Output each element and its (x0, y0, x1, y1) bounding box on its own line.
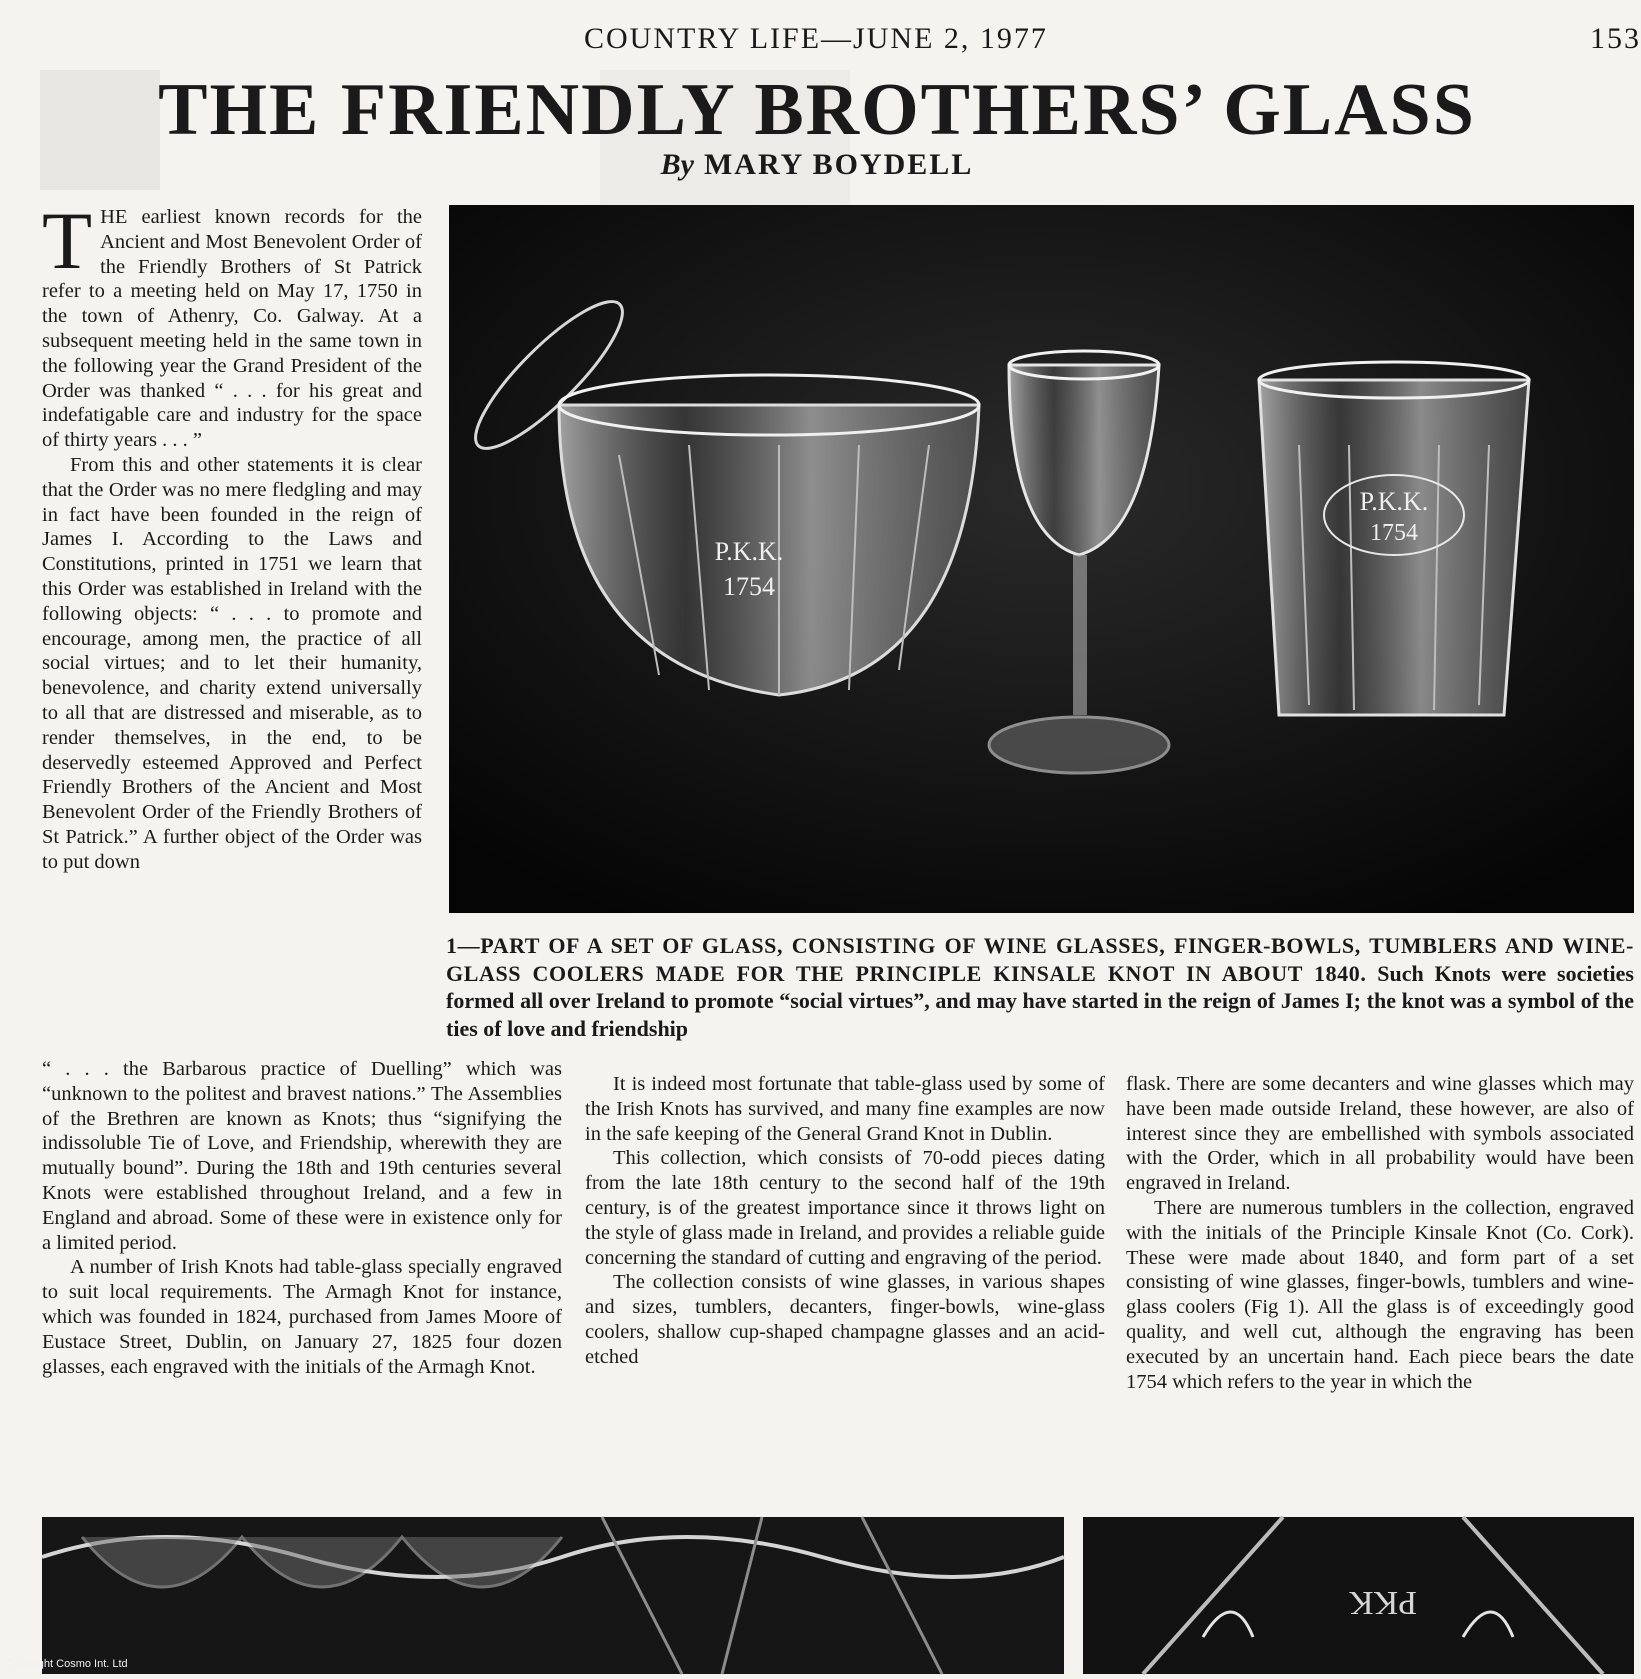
publication-date-line: COUNTRY LIFE—JUNE 2, 1977 (584, 22, 1048, 55)
author-name: MARY BOYDELL (703, 148, 974, 181)
copyright-notice: Copyright Cosmo Int. Ltd (6, 1658, 128, 1670)
column-three (1126, 1072, 1634, 1394)
byline (0, 148, 1634, 182)
column-one (42, 195, 422, 875)
caption-text: Such Knots were societies formed all over Ireland to promote “social virtues”, and may have started in the reign of James I; the knot was a symbol of the ties of love and friendship (446, 960, 1634, 1041)
caption-heading: 1—PART OF A SET OF GLASS, CONSISTING OF WINE GLASSES, FINGER-BOWLS, TUMBLERS AND WINE-GLASS COOLERS MADE FOR THE PRINCIPLE KINSALE KNOT IN ABOUT 1840. (446, 933, 1634, 986)
paragraph: The collection consists of wine glasses, in various shapes and sizes, tumblers, decanters, finger-bowls, wine-glass coolers, shallow cup-shaped champagne glasses and an acid-etched (585, 1271, 1105, 1368)
column-one-continued (42, 1057, 562, 1379)
engraving-initials: PKK (1348, 1584, 1418, 1621)
paragraph (42, 195, 422, 453)
figure-3-photograph (1083, 1517, 1634, 1674)
paragraph: A number of Irish Knots had table-glass specially engraved to suit local requirements. The Armagh Knot for instance, which was founded in 1824, purchased from James Moore of Eustace Street, Dublin, on January 27, 1825 four dozen glasses, each engraved with the initials of the Armagh Knot. (42, 1256, 562, 1378)
article-title: THE FRIENDLY BROTHERS’ GLASS (158, 69, 1476, 151)
glassware-illustration (449, 205, 1634, 913)
engraving-initials: P.K.K. (714, 537, 784, 566)
engraved-glass-illustration (1083, 1517, 1634, 1674)
byline-prefix: By (660, 148, 694, 181)
engraving-initials: P.K.K. (1359, 487, 1429, 516)
page-number: 153 (1590, 22, 1641, 55)
engraving-year: 1754 (1370, 520, 1418, 546)
paragraph: This collection, which consists of 70-odd pieces dating from the late 18th century to the second half of the 19th century, is of the greatest importance since it throws light on the style of glass made in Ireland, and provides a reliable guide concerning the standard of cutting and engraving of the period. (585, 1147, 1105, 1269)
paragraph-text: HE earliest known records for the Ancient and Most Benevolent Order of the Friendly Brothers of St Patrick refer to a meeting held on May 17, 1750 in the town of Athenry, Co. Galway. At a subsequent meeting held in the same town in the following year the Grand President of the Order was thanked “ . . . for his great and indefatigable care and industry for the space of thirty years . . . ” (42, 206, 422, 452)
paragraph: “ . . . the Barbarous practice of Duelling” which was “unknown to the politest and bravest nations.” The Assemblies of the Brethren are known as Knots; thus “signifying the indissoluble Tie of Love, and Friendship, wherewith they are mutually bound”. During the 18th and 19th centuries several Knots were established throughout Ireland, and a few in England and abroad. Some of these were in existence only for a limited period. (42, 1058, 562, 1254)
paragraph: From this and other statements it is clear that the Order was no mere fledgling and may in fact have been founded in the reign of James I. According to the Laws and Constitutions, printed in 1751 we learn that this Order was established in Ireland with the following objects: “ . . . to promote and encourage, among men, the practice of all social virtues; and to let their humanity, benevolence, and charity extend universally to all that are distressed and miserable, as to render themselves, in the end, to be deservedly esteemed Approved and Perfect Friendly Brothers of the Ancient and Most Benevolent Order of the Friendly Brothers of St Patrick.” A further object of the Order was to put down (42, 453, 422, 873)
drop-cap: T (42, 195, 93, 286)
decanter-detail-illustration (42, 1517, 1064, 1674)
paragraph: There are numerous tumblers in the collection, engraved with the initials of the Principle Kinsale Knot (Co. Cork). These were made about 1840, and form part of a set consisting of wine glasses, finger-bowls, tumblers and wine-glass coolers (Fig 1). All the glass is of exceedingly good quality, and well cut, although the engraving has been executed by an uncertain hand. Each piece bears the date 1754 which refers to the year in which the (1126, 1196, 1634, 1393)
tumbler (1259, 380, 1529, 715)
figure-1-caption (446, 932, 1634, 1042)
paragraph: flask. There are some decanters and wine glasses which may have been made outside Ireland, these however, are also of interest since they are embellished with symbols associated with the Order, which in all probability would have been engraved in Ireland. (1126, 1073, 1634, 1195)
figure-1-photograph (449, 205, 1634, 913)
column-two (585, 1072, 1105, 1370)
paragraph: It is indeed most fortunate that table-glass used by some of the Irish Knots has survived, and many fine examples are now in the safe keeping of the General Grand Knot in Dublin. (585, 1073, 1105, 1145)
figure-2-photograph (42, 1517, 1064, 1674)
engraving-year: 1754 (723, 572, 775, 601)
